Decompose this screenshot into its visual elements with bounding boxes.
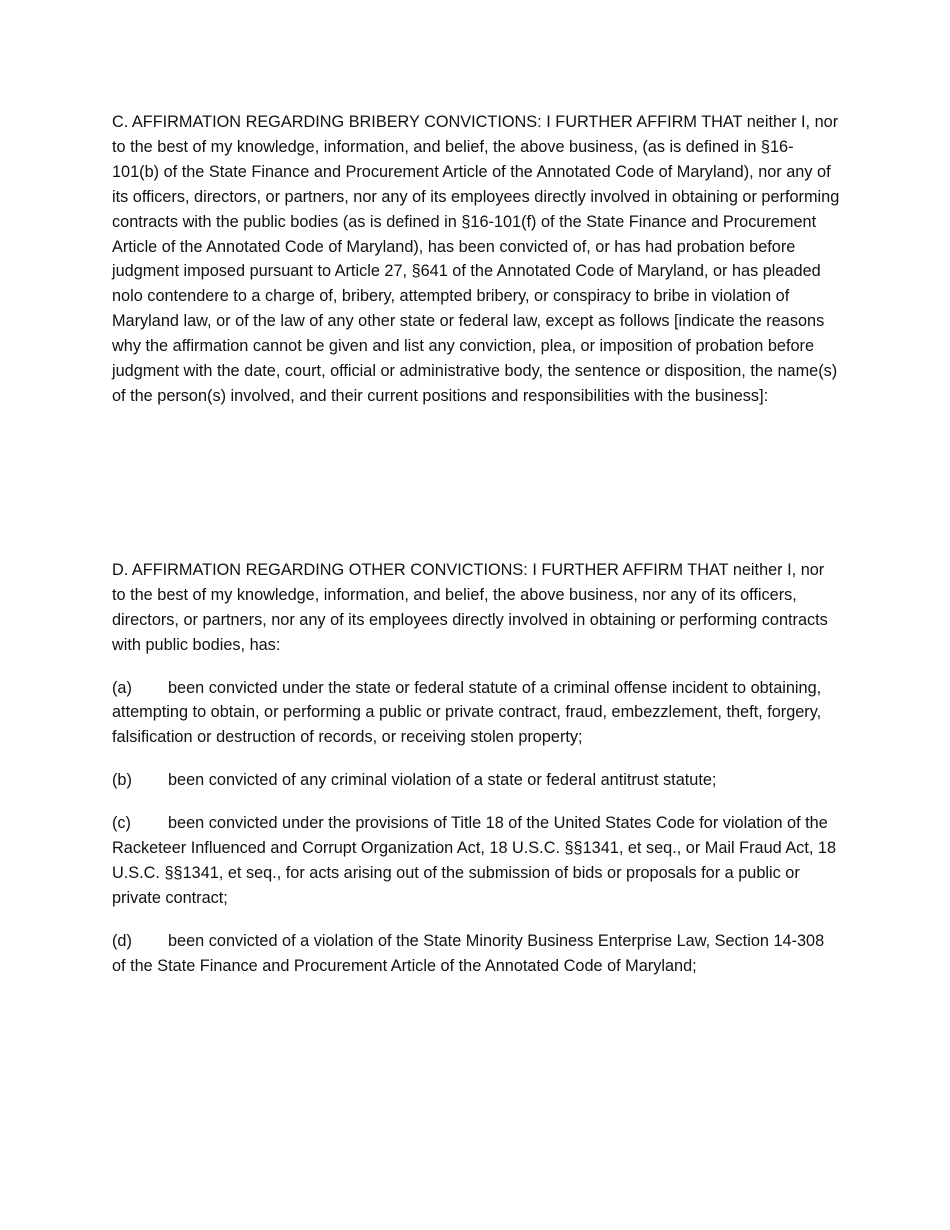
item-a-label: (a) bbox=[112, 678, 132, 697]
item-c-label: (c) bbox=[112, 814, 131, 833]
section-d-item-a bbox=[112, 676, 840, 751]
item-d-text: been convicted of a violation of the State Minority Business Enterprise Law, Section 14-308 of the State Finance and Procurement Article of the Annotated Code of Maryland; bbox=[112, 931, 825, 975]
item-b-text: been convicted of any criminal violation of a state or federal antitrust statute; bbox=[168, 771, 717, 790]
section-d-item-d bbox=[112, 929, 840, 979]
section-c-bribery-affirmation: C. AFFIRMATION REGARDING BRIBERY CONVICTIONS: I FURTHER AFFIRM THAT neither I, nor to the best of my knowledge, information, and belief, the above business, (as is defined in §16-101(b) of the State Finance and Procurement Article of the Annotated Code of Maryland), nor any of its officers, directors, or partners, nor any of its employees directly involved in obtaining or performing contracts with the public bodies (as is defined in §16-101(f) of the State Finance and Procurement Article of the Annotated Code of Maryland), has been convicted of, or has had probation before judgment imposed pursuant to Article 27, §641 of the Annotated Code of Maryland, or has pleaded nolo contendere to a charge of, bribery, attempted bribery, or conspiracy to bribe in violation of Maryland law, or of the law of any other state or federal law, except as follows [indicate the reasons why the affirmation cannot be given and list any conviction, plea, or imposition of probation before judgment with the date, court, official or administrative body, the sentence or disposition, the name(s) of the person(s) involved, and their current positions and responsibilities with the business]: bbox=[112, 113, 840, 405]
section-d-other-convictions-intro: D. AFFIRMATION REGARDING OTHER CONVICTIONS: I FURTHER AFFIRM THAT neither I, nor to the best of my knowledge, information, and belief, the above business, nor any of its officers, directors, or partners, nor any of its employees directly involved in obtaining or performing contracts with public bodies, has: bbox=[112, 560, 828, 654]
document-page bbox=[112, 110, 840, 997]
section-d-item-b bbox=[112, 768, 840, 793]
item-d-label: (d) bbox=[112, 931, 132, 950]
section-d-item-c bbox=[112, 811, 840, 911]
item-b-label: (b) bbox=[112, 771, 132, 790]
item-c-text: been convicted under the provisions of Title 18 of the United States Code for violation of the Racketeer Influenced and Corrupt Organization Act, 18 U.S.C. §§1341, et seq., or Mail Fraud Act, 18 U.S.C. §§1341, et seq., for acts arising out of the submission of bids or proposals for a public or private contract; bbox=[112, 814, 837, 907]
item-a-text: been convicted under the state or federal statute of a criminal offense incident to obtaining, attempting to obtain, or performing a public or private contract, fraud, embezzlement, theft, forgery, falsification or destruction of records, or receiving stolen property; bbox=[112, 678, 822, 747]
